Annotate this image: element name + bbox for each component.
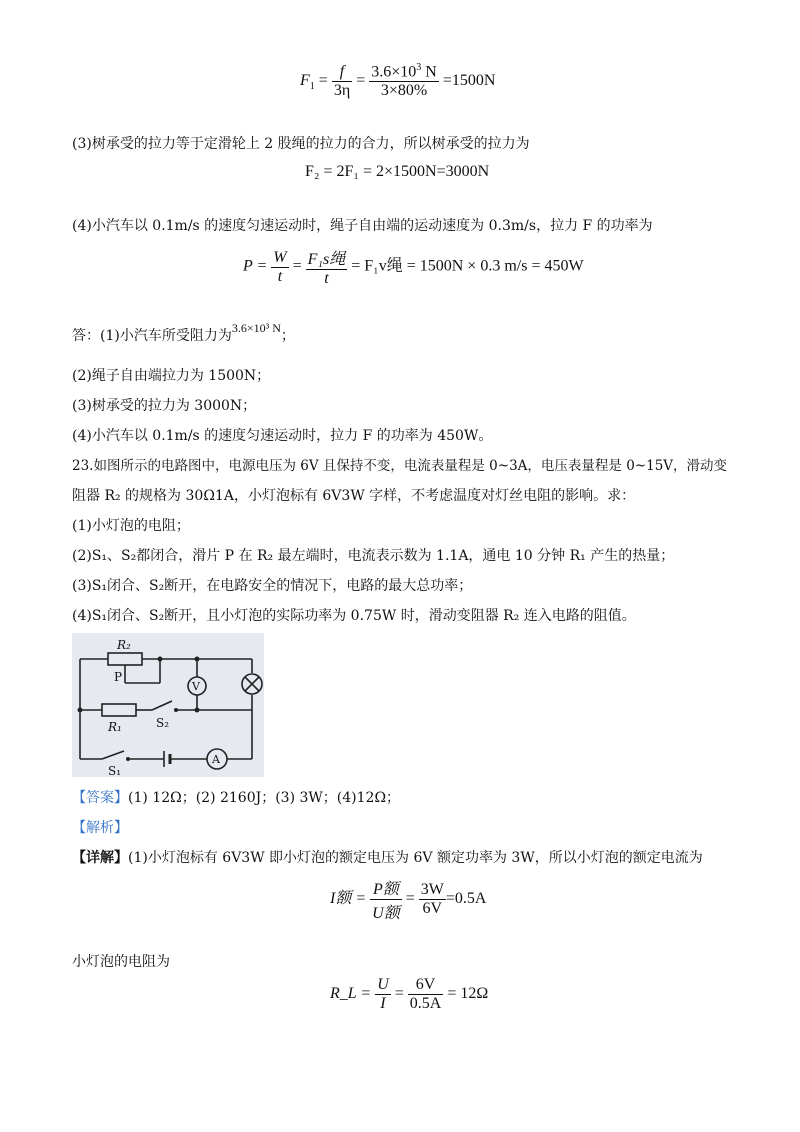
sub-question-3: (3)S₁闭合、S₂断开，在电路安全的情况下，电路的最大总功率；: [72, 578, 473, 594]
equation-power: P = $\frac{W}{t}$ = $\frac{\text{F₁s绳}}{t}$ = F₁v绳 = 1500N × 0.3 m/s = 450W: [243, 246, 584, 288]
sub-question-1: (1)小灯泡的电阻；: [72, 518, 190, 534]
equation-rated-current: I额 = $\frac{\text{P额}}{\text{U额}}$ = $\frac{3W}{6V}$ =0.5A: [330, 876, 486, 923]
answer-row: [72, 788, 400, 808]
circuit-diagram: [72, 633, 264, 777]
label-r1: R₁: [108, 720, 122, 734]
sub-question-4: (4)S₁闭合、S₂断开，且小灯泡的实际功率为 0.75W 时，滑动变阻器 R₂ 连入电路的阻值。: [72, 608, 636, 624]
equation-f2: F₂ = 2F₁ = 2×1500N=3000N: [305, 163, 490, 180]
analysis-row: [72, 818, 128, 838]
answer-line-4: (4)小汽车以 0.1m/s 的速度匀速运动时，拉力 F 的功率为 450W。: [72, 428, 493, 444]
equation-f1: $F_1$ = $\frac{f}{3\eta}$ = $\frac{3.6\times 10^3 N}{3\times 80\%}$ =1500N: [300, 62, 496, 100]
detail-tag: 【详解】: [72, 850, 128, 866]
label-a: A: [212, 753, 220, 766]
label-p: P: [114, 670, 123, 684]
answer-tag: 【答案】: [72, 790, 128, 806]
answer-line-3: (3)树承受的拉力为 3000N；: [72, 398, 257, 414]
label-v: V: [192, 680, 200, 693]
sub-question-2: (2)S₁、S₂都闭合，滑片 P 在 R₂ 最左端时，电流表示数为 1.1A，通电 10 分钟 R₁ 产生的热量；: [72, 548, 675, 564]
detail-text: (1)小灯泡标有 6V3W 即小灯泡的额定电压为 6V 额定功率为 3W，所以小灯泡的额定电流为: [128, 850, 703, 866]
label-s2: S₂: [156, 716, 170, 730]
label-r2: R₂: [117, 638, 131, 652]
answer-line-2: (2)绳子自由端拉力为 1500N；: [72, 368, 271, 384]
circuit-svg: [72, 633, 264, 777]
detail-row: [72, 848, 703, 868]
question-23-line-2: 阻器 R₂ 的规格为 30Ω1A，小灯泡标有 6V3W 字样，不考虑温度对灯丝电阻的影响。求：: [72, 488, 636, 504]
question-23-line-1: 23.如图所示的电路图中，电源电压为 6V 且保持不变，电流表量程是 0~3A，电压表量程是 0~15V，滑动变: [72, 458, 728, 474]
answer-text: (1) 12Ω；(2) 2160J；(3) 3W；(4)12Ω；: [128, 790, 401, 806]
analysis-tag: 【解析】: [72, 820, 128, 836]
paragraph-3: (3)树承受的拉力等于定滑轮上 2 股绳的拉力的合力，所以树承受的拉力为: [72, 136, 530, 152]
equation-resistance: R_L = $\frac{U}{I}$ = $\frac{6V}{0.5A}$ = 12Ω: [330, 976, 489, 1012]
answer-line-1: 答：(1)小汽车所受阻力为3.6×10³ N；: [72, 321, 295, 344]
resistance-text: 小灯泡的电阻为: [72, 954, 170, 970]
paragraph-4: (4)小汽车以 0.1m/s 的速度匀速运动时，绳子自由端的运动速度为 0.3m/s，拉力 F 的功率为: [72, 218, 653, 234]
label-s1: S₁: [108, 764, 122, 777]
